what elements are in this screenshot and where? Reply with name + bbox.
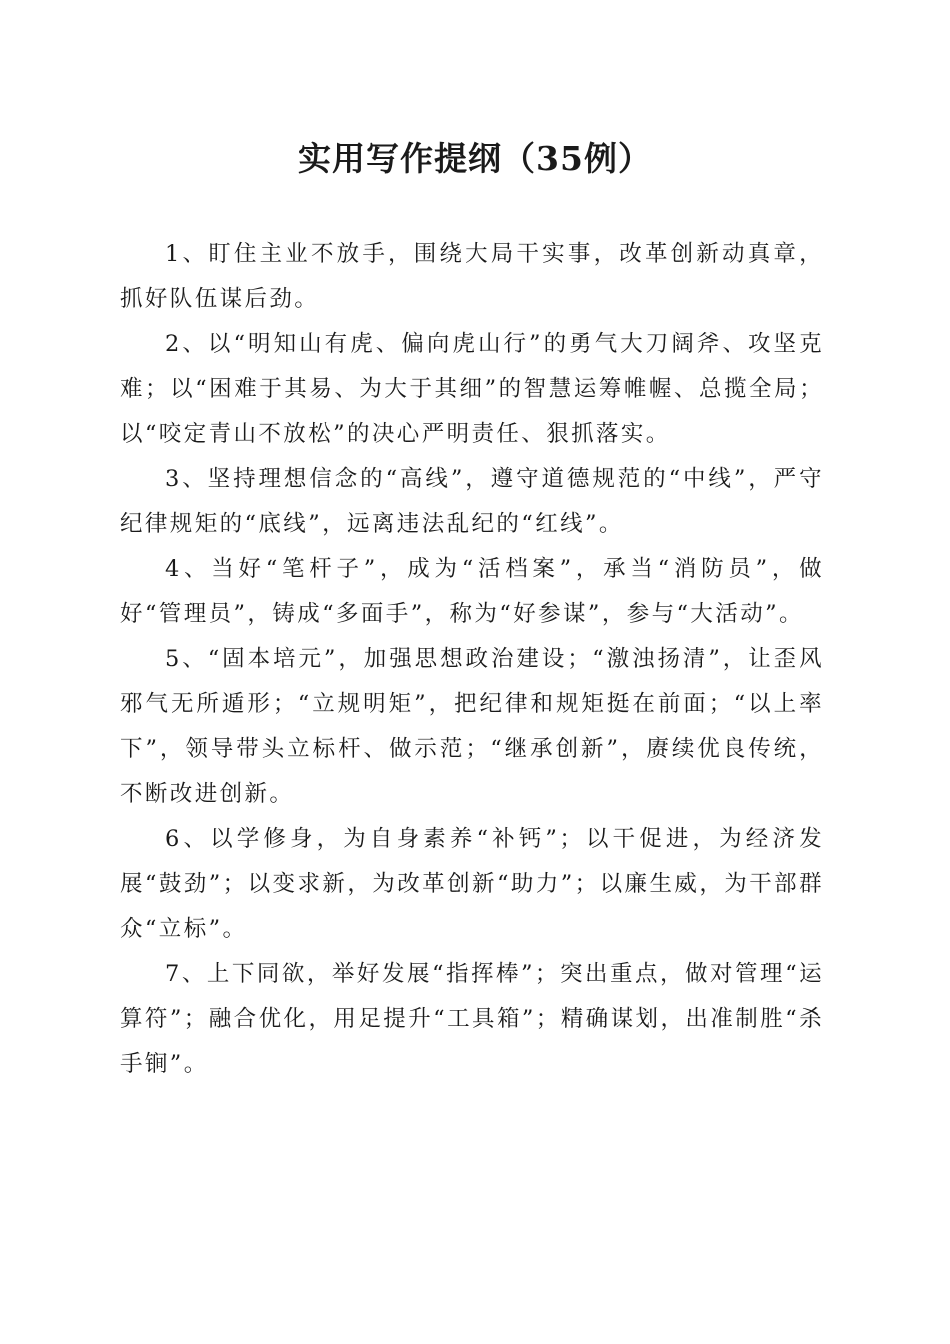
document-body [120, 232, 824, 1087]
document-title: 实用写作提纲（35例） [298, 139, 652, 178]
paragraph-1: 1、盯住主业不放手，围绕大局干实事，改革创新动真章，抓好队伍谋后劲。 [120, 241, 824, 312]
paragraph-4: 4、当好“笔杆子”，成为“活档案”，承当“消防员”，做好“管理员”，铸成“多面手”，称为“好参谋”，参与“大活动”。 [120, 556, 824, 627]
paragraph-6: 6、以学修身，为自身素养“补钙”；以干促进，为经济发展“鼓劲”；以变求新，为改革创新“助力”；以廉生威，为干部群众“立标”。 [120, 826, 824, 942]
paragraph-3: 3、坚持理想信念的“高线”，遵守道德规范的“中线”，严守纪律规矩的“底线”，远离违法乱纪的“红线”。 [120, 466, 824, 537]
paragraph-2: 2、以“明知山有虎、偏向虎山行”的勇气大刀阔斧、攻坚克难；以“困难于其易、为大于其细”的智慧运筹帷幄、总揽全局；以“咬定青山不放松”的决心严明责任、狠抓落实。 [120, 331, 824, 447]
paragraph-7: 7、上下同欲，举好发展“指挥棒”；突出重点，做对管理“运算符”；融合优化，用足提升“工具箱”；精确谋划，出准制胜“杀手锏”。 [120, 961, 824, 1077]
paragraph-5: 5、“固本培元”，加强思想政治建设；“激浊扬清”，让歪风邪气无所遁形；“立规明矩”，把纪律和规矩挺在前面；“以上率下”，领导带头立标杆、做示范；“继承创新”，赓续优良传统，不断改进创新。 [120, 646, 824, 807]
